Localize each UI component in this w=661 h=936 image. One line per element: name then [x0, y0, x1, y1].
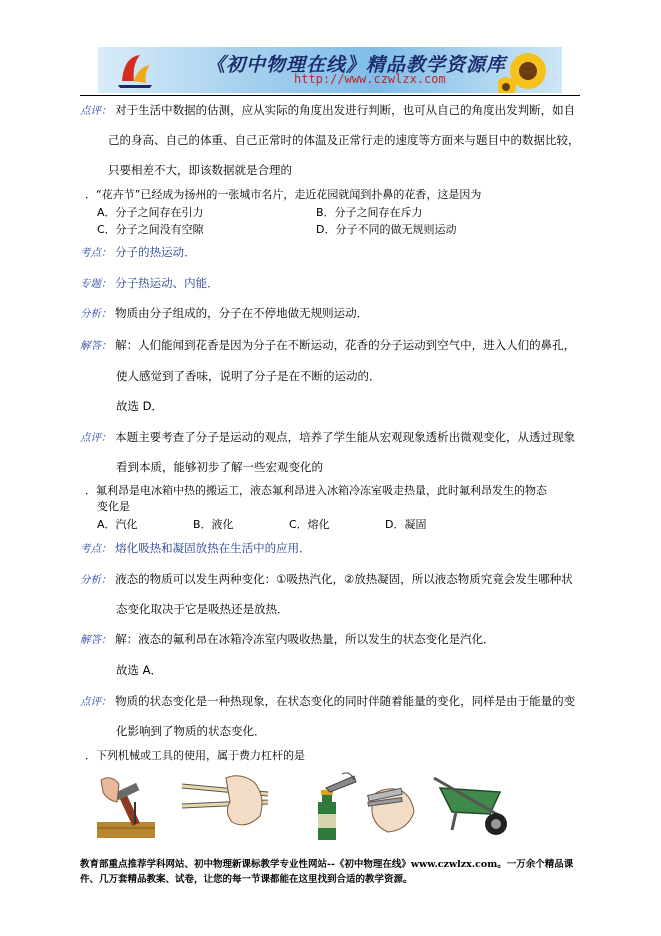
zhuanti-text: 分子热运动、内能． [115, 276, 219, 290]
nail-clipper-picture [364, 772, 420, 836]
q1-option-b: B．分子之间存在斥力 [316, 206, 423, 219]
dianping-1-cont: 己的身高、自己的体重、自己正常时的体温及正常行走的速度等方面来与题目中的数据比较， [108, 133, 580, 147]
jieda-label: 解答： [80, 340, 112, 352]
dianping-label: 点评： [80, 696, 112, 708]
dianping-text: 对于生活中数据的估测，应从实际的角度出发进行判断，也可从自己的角度出发判断，如自 [115, 103, 576, 117]
question-1-stem: ．“花卉节”已经成为扬州的一张城市名片，走近花园就闻到扑鼻的花香，这是因为 [85, 188, 482, 201]
q1-dianping-cont: 看到本质，能够初步了解一些宏观变化的 [116, 460, 323, 474]
jieda-text: 解：人们能闻到花香是因为分子在不断运动，花香的分子运动到空气中，进入人们的鼻孔， [115, 338, 576, 352]
question-2-stem-cont: 变化是 [97, 500, 130, 513]
q2-option-a: A．汽化 [97, 518, 138, 531]
hammer-nail-picture [95, 772, 159, 840]
kaodian-text: 熔化吸热和凝固放热在生活中的应用． [115, 541, 311, 555]
q1-option-a: A．分子之间存在引力 [97, 206, 204, 219]
q1-zhuanti [80, 276, 219, 291]
dianping-1 [80, 103, 575, 118]
bottle-opener-picture [308, 772, 360, 842]
q2-dianping [80, 694, 575, 709]
q1-kaodian [80, 245, 196, 260]
dianping-label: 点评： [80, 432, 112, 444]
q2-jieda [80, 632, 495, 647]
dianping-text: 物质的状态变化是一种热现象，在状态变化的同时伴随着能量的变化，同样是由于能量的变 [115, 694, 576, 708]
dianping-label: 点评： [80, 105, 112, 117]
site-logo-icon [114, 51, 156, 89]
q1-fenxi [80, 306, 368, 321]
footer-line-1: 教育部重点推荐学科网站、初中物理新课标教学专业性网站--《初中物理在线》www.czwlzx.com。一万余个精品课 [80, 859, 574, 870]
fenxi-label: 分析： [80, 308, 112, 320]
kaodian-label: 考点： [80, 247, 112, 259]
q2-option-d: D．凝固 [385, 518, 427, 531]
q2-kaodian [80, 541, 311, 556]
chopsticks-picture [180, 772, 272, 832]
q1-option-c: C．分子之间没有空隙 [97, 223, 204, 236]
wheelbarrow-picture [430, 772, 514, 838]
q2-answer: 故选 A． [116, 663, 163, 677]
question-3-stem: ．下列机械或工具的使用，属于费力杠杆的是 [85, 749, 305, 762]
fenxi-label: 分析： [80, 574, 112, 586]
banner-url[interactable]: http://www.czwlzx.com [294, 72, 446, 86]
dianping-1-cont: 只要相差不大，即该数据就是合理的 [108, 163, 292, 177]
fenxi-text: 物质由分子组成的，分子在不停地做无规则运动． [115, 306, 369, 320]
q1-option-d: D．分子不同的做无规则运动 [316, 223, 457, 236]
q2-option-c: C．熔化 [289, 518, 330, 531]
header-rule [80, 95, 580, 96]
banner-title: 《初中物理在线》精品教学资源库 [206, 54, 507, 76]
q1-dianping [80, 430, 575, 445]
q2-dianping-cont: 化影响到了物质的状态变化． [116, 724, 266, 738]
jieda-text: 解：液态的氟利昂在冰箱冷冻室内吸收热量，所以发生的状态变化是汽化． [115, 632, 495, 646]
q2-fenxi-cont: 态变化取决于它是吸热还是放热． [116, 602, 289, 616]
jieda-label: 解答： [80, 634, 112, 646]
dianping-text: 本题主要考查了分子是运动的观点，培养了学生能从宏观现象透析出微观变化，从透过现象 [115, 430, 576, 444]
sunflower-icon [498, 49, 558, 93]
footer-line-2: 件、几万套精品教案、试卷，让您的每一节课都能在这里找到合适的教学资源。 [80, 874, 413, 885]
kaodian-label: 考点： [80, 543, 112, 555]
zhuanti-label: 专题： [80, 278, 112, 290]
q1-jieda-cont: 使人感觉到了香味，说明了分子是在不断的运动的． [116, 369, 381, 383]
question-2-stem: ．氟利昂是电冰箱中热的搬运工，液态氟利昂进入冰箱冷冻室吸走热量，此时氟利昂发生的物态 [85, 484, 547, 497]
q2-fenxi [80, 572, 573, 587]
q1-answer: 故选 D． [116, 399, 164, 413]
fenxi-text: 液态的物质可以发生两种变化：①吸热汽化，②放热凝固，所以液态物质究竟会发生哪种状 [115, 572, 573, 586]
kaodian-text: 分子的热运动． [115, 245, 196, 259]
q2-option-b: B．液化 [193, 518, 234, 531]
q1-jieda [80, 338, 575, 353]
header-banner [98, 47, 562, 93]
